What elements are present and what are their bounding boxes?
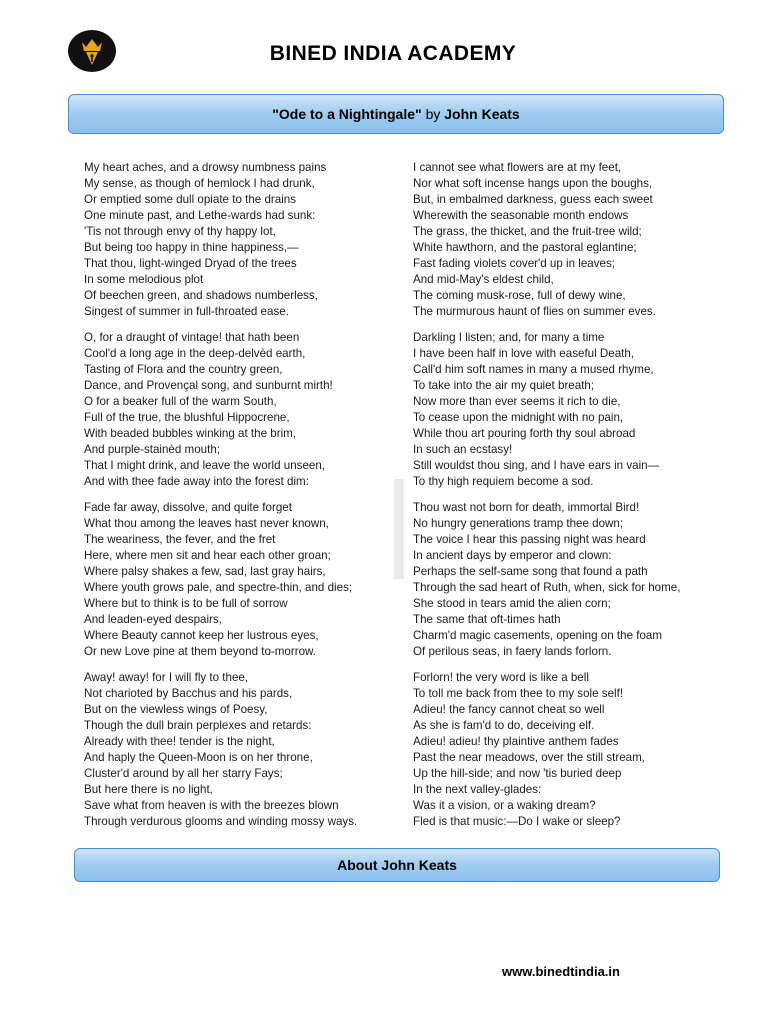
poem-line: Fled is that music:—Do I wake or sleep? bbox=[413, 815, 621, 828]
poem-line: While thou art pouring forth thy soul abroad bbox=[413, 427, 636, 440]
poem-line: Forlorn! the very word is like a bell bbox=[413, 671, 589, 684]
poem-stanza bbox=[84, 330, 404, 490]
poem-line: With beaded bubbles winking at the brim, bbox=[84, 427, 297, 440]
poem-line: The coming musk-rose, full of dewy wine, bbox=[413, 289, 626, 302]
poem-line: Thou wast not born for death, immortal Bird! bbox=[413, 501, 640, 514]
poem-line: Fast fading violets cover'd up in leaves; bbox=[413, 257, 615, 270]
poem-title-banner bbox=[68, 94, 724, 134]
poem-line: 'Tis not through envy of thy happy lot, bbox=[84, 225, 276, 238]
about-section-banner bbox=[74, 848, 720, 882]
poem-line: Of beechen green, and shadows numberless, bbox=[84, 289, 318, 302]
poem-line: Or emptied some dull opiate to the drains bbox=[84, 193, 297, 206]
poem-line: What thou among the leaves hast never known, bbox=[84, 517, 329, 530]
poem-line: And leaden-eyed despairs, bbox=[84, 613, 222, 626]
poem-line: No hungry generations tramp thee down; bbox=[413, 517, 624, 530]
poem-line: To toll me back from thee to my sole self! bbox=[413, 687, 624, 700]
poem-line: Dance, and Provençal song, and sunburnt mirth! bbox=[84, 379, 333, 392]
poem-line: Not charioted by Bacchus and his pards, bbox=[84, 687, 293, 700]
poem-line: And haply the Queen-Moon is on her throne, bbox=[84, 751, 313, 764]
poem-line: Cluster'd around by all her starry Fays; bbox=[84, 767, 283, 780]
poem-line: Past the near meadows, over the still stream, bbox=[413, 751, 645, 764]
poem-line: Nor what soft incense hangs upon the boughs, bbox=[413, 177, 653, 190]
poem-line: Adieu! adieu! thy plaintive anthem fades bbox=[413, 735, 619, 748]
poem-line: The grass, the thicket, and the fruit-tree wild; bbox=[413, 225, 642, 238]
poem-line: Through verdurous glooms and winding mossy ways. bbox=[84, 815, 358, 828]
poem-line: To thy high requiem become a sod. bbox=[413, 475, 594, 488]
poem-line: Was it a vision, or a waking dream? bbox=[413, 799, 596, 812]
poem-line: Still wouldst thou sing, and I have ears in vain— bbox=[413, 459, 660, 472]
poem-stanza bbox=[84, 160, 404, 320]
poem-line: My heart aches, and a drowsy numbness pains bbox=[84, 161, 327, 174]
poem-line: Tasting of Flora and the country green, bbox=[84, 363, 283, 376]
poem-line: The same that oft-times hath bbox=[413, 613, 561, 626]
poem-line: As she is fam'd to do, deceiving elf. bbox=[413, 719, 595, 732]
poem-line: Now more than ever seems it rich to die, bbox=[413, 395, 621, 408]
poem-line: Here, where men sit and hear each other groan; bbox=[84, 549, 331, 562]
poem-line: Though the dull brain perplexes and retards: bbox=[84, 719, 312, 732]
poem-line: Of perilous seas, in faery lands forlorn. bbox=[413, 645, 612, 658]
poem-line: In such an ecstasy! bbox=[413, 443, 513, 456]
poem-title: "Ode to a Nightingale" bbox=[272, 106, 422, 122]
poem-stanza bbox=[84, 670, 404, 830]
poem-line: Save what from heaven is with the breezes blown bbox=[84, 799, 339, 812]
academy-title: BINED INDIA ACADEMY bbox=[269, 42, 517, 65]
poem-line: Cool'd a long age in the deep-delvèd earth, bbox=[84, 347, 306, 360]
poem-line: In the next valley-glades: bbox=[413, 783, 542, 796]
poem-line: That I might drink, and leave the world unseen, bbox=[84, 459, 326, 472]
poem-line: The voice I hear this passing night was heard bbox=[413, 533, 646, 546]
poem-line: And mid-May's eldest child, bbox=[413, 273, 554, 286]
footer-website-link[interactable]: www.binedtindia.in bbox=[502, 964, 620, 979]
poem-line: Singest of summer in full-throated ease. bbox=[84, 305, 289, 318]
poem-right-column bbox=[413, 160, 733, 840]
poem-line: I cannot see what flowers are at my feet, bbox=[413, 161, 622, 174]
poem-stanza bbox=[413, 330, 733, 490]
poem-line: In ancient days by emperor and clown: bbox=[413, 549, 612, 562]
poem-stanza bbox=[413, 160, 733, 320]
poem-line: Where Beauty cannot keep her lustrous eyes, bbox=[84, 629, 319, 642]
watermark-icon bbox=[384, 474, 414, 584]
poem-line: O for a beaker full of the warm South, bbox=[84, 395, 277, 408]
poem-line: I have been half in love with easeful Death, bbox=[413, 347, 635, 360]
poem-line: White hawthorn, and the pastoral eglantine; bbox=[413, 241, 637, 254]
poem-line: Wherewith the seasonable month endows bbox=[413, 209, 629, 222]
poem-line: One minute past, and Lethe-wards had sunk: bbox=[84, 209, 316, 222]
poem-line: Darkling I listen; and, for many a time bbox=[413, 331, 605, 344]
poem-line: O, for a draught of vintage! that hath been bbox=[84, 331, 300, 344]
poem-stanza bbox=[84, 500, 404, 660]
poem-line: Adieu! the fancy cannot cheat so well bbox=[413, 703, 605, 716]
about-title: About John Keats bbox=[337, 857, 457, 873]
poem-line: Away! away! for I will fly to thee, bbox=[84, 671, 249, 684]
poem-line: My sense, as though of hemlock I had drunk, bbox=[84, 177, 315, 190]
poem-line: The weariness, the fever, and the fret bbox=[84, 533, 276, 546]
poem-line: She stood in tears amid the alien corn; bbox=[413, 597, 611, 610]
poem-line: That thou, light-winged Dryad of the trees bbox=[84, 257, 297, 270]
poem-line: But here there is no light, bbox=[84, 783, 213, 796]
poem-line: Where youth grows pale, and spectre-thin, and dies; bbox=[84, 581, 353, 594]
poem-line: And purple-stainèd mouth; bbox=[84, 443, 220, 456]
poem-line: Up the hill-side; and now 'tis buried deep bbox=[413, 767, 622, 780]
poem-author: John Keats bbox=[444, 106, 520, 122]
poem-line: Charm'd magic casements, opening on the foam bbox=[413, 629, 663, 642]
poem-line: Where but to think is to be full of sorrow bbox=[84, 597, 288, 610]
poem-line: And with thee fade away into the forest dim: bbox=[84, 475, 309, 488]
poem-line: But on the viewless wings of Poesy, bbox=[84, 703, 268, 716]
poem-stanza bbox=[413, 500, 733, 660]
poem-line: Perhaps the self-same song that found a path bbox=[413, 565, 648, 578]
poem-line: Already with thee! tender is the night, bbox=[84, 735, 275, 748]
poem-line: Call'd him soft names in many a mused rhyme, bbox=[413, 363, 654, 376]
poem-stanza bbox=[413, 670, 733, 830]
poem-left-column bbox=[84, 160, 404, 840]
poem-line: Full of the true, the blushful Hippocrene, bbox=[84, 411, 290, 424]
poem-by: by bbox=[425, 106, 441, 122]
poem-line: But being too happy in thine happiness,— bbox=[84, 241, 299, 254]
poem-line: Where palsy shakes a few, sad, last gray hairs, bbox=[84, 565, 326, 578]
poem-line: Or new Love pine at them beyond to-morrow. bbox=[84, 645, 316, 658]
poem-line: To take into the air my quiet breath; bbox=[413, 379, 595, 392]
poem-line: In some melodious plot bbox=[84, 273, 204, 286]
poem-line: But, in embalmed darkness, guess each sweet bbox=[413, 193, 653, 206]
poem-line: To cease upon the midnight with no pain, bbox=[413, 411, 624, 424]
poem-line: The murmurous haunt of flies on summer eves. bbox=[413, 305, 656, 318]
poem-line: Through the sad heart of Ruth, when, sick for home, bbox=[413, 581, 681, 594]
poem-line: Fade far away, dissolve, and quite forget bbox=[84, 501, 292, 514]
